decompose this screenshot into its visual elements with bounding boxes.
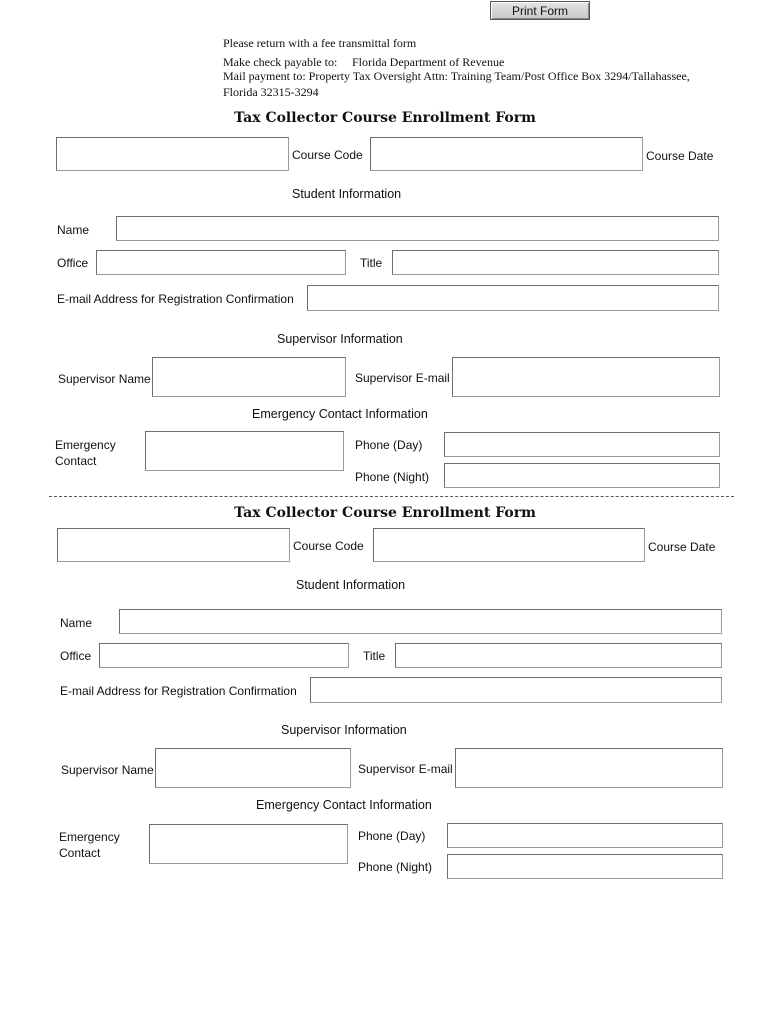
supervisor-email-label: Supervisor E-mail — [355, 371, 450, 385]
name-label: Name — [60, 616, 93, 630]
name-input[interactable] — [116, 216, 719, 241]
phone-night-input[interactable] — [447, 854, 723, 879]
supervisor-name-input[interactable] — [155, 748, 351, 788]
emergency-contact-label — [55, 438, 116, 468]
supervisor-name-label: Supervisor Name — [61, 763, 154, 777]
supervisor-info-heading: Supervisor Information — [277, 332, 403, 346]
emergency-label-line2: Contact — [55, 454, 97, 468]
supervisor-email-input[interactable] — [452, 357, 720, 397]
email-input[interactable] — [310, 677, 722, 703]
emergency-label-line1: Emergency — [55, 438, 116, 452]
phone-night-label: Phone (Night) — [358, 860, 433, 874]
office-input[interactable] — [99, 643, 349, 668]
phone-day-input[interactable] — [444, 432, 720, 457]
office-label: Office — [60, 649, 92, 663]
course-code-label: Course Code — [293, 539, 364, 553]
name-input[interactable] — [119, 609, 722, 634]
instruction-line-fee: Please return with a fee transmittal form — [223, 36, 417, 50]
phone-night-label: Phone (Night) — [355, 470, 430, 484]
course-date-input[interactable] — [370, 137, 643, 171]
print-form-button[interactable]: Print Form — [490, 1, 590, 20]
supervisor-name-label: Supervisor Name — [58, 372, 151, 386]
supervisor-email-input[interactable] — [455, 748, 723, 788]
student-info-heading: Student Information — [296, 578, 406, 592]
emergency-contact-input[interactable] — [145, 431, 344, 471]
course-date-label: Course Date — [648, 540, 716, 554]
office-input[interactable] — [96, 250, 346, 275]
phone-day-input[interactable] — [447, 823, 723, 848]
emergency-contact-label — [59, 830, 120, 860]
student-info-heading: Student Information — [292, 187, 402, 201]
emergency-contact-input[interactable] — [149, 824, 348, 864]
instruction-line-mail-zip: Florida 32315-3294 — [223, 85, 319, 99]
form-title: Tax Collector Course Enrollment Form — [234, 505, 536, 521]
phone-night-input[interactable] — [444, 463, 720, 488]
office-label: Office — [57, 256, 89, 270]
title-label: Title — [360, 256, 383, 270]
title-input[interactable] — [392, 250, 719, 275]
instruction-line-check-prefix: Make check payable to: — [223, 55, 338, 69]
course-date-label: Course Date — [646, 149, 714, 163]
form-title: Tax Collector Course Enrollment Form — [234, 110, 536, 126]
emergency-info-heading: Emergency Contact Information — [256, 798, 432, 812]
instruction-line-mail: Mail payment to: Property Tax Oversight Attn: Training Team/Post Office Box 3294/Tallahassee, — [223, 69, 690, 83]
email-label: E-mail Address for Registration Confirmation — [57, 292, 294, 306]
emergency-label-line1: Emergency — [59, 830, 120, 844]
course-code-label: Course Code — [292, 148, 363, 162]
supervisor-info-heading: Supervisor Information — [281, 723, 407, 737]
course-date-input[interactable] — [373, 528, 645, 562]
phone-day-label: Phone (Day) — [358, 829, 426, 843]
phone-day-label: Phone (Day) — [355, 438, 423, 452]
cut-line-divider — [49, 496, 734, 497]
course-code-input[interactable] — [56, 137, 289, 171]
supervisor-name-input[interactable] — [152, 357, 346, 397]
title-label: Title — [363, 649, 386, 663]
instruction-line-check-payee: Florida Department of Revenue — [352, 55, 505, 69]
title-input[interactable] — [395, 643, 722, 668]
name-label: Name — [57, 223, 90, 237]
emergency-label-line2: Contact — [59, 846, 101, 860]
email-label: E-mail Address for Registration Confirmation — [60, 684, 297, 698]
email-input[interactable] — [307, 285, 719, 311]
course-code-input[interactable] — [57, 528, 290, 562]
supervisor-email-label: Supervisor E-mail — [358, 762, 453, 776]
emergency-info-heading: Emergency Contact Information — [252, 407, 428, 421]
